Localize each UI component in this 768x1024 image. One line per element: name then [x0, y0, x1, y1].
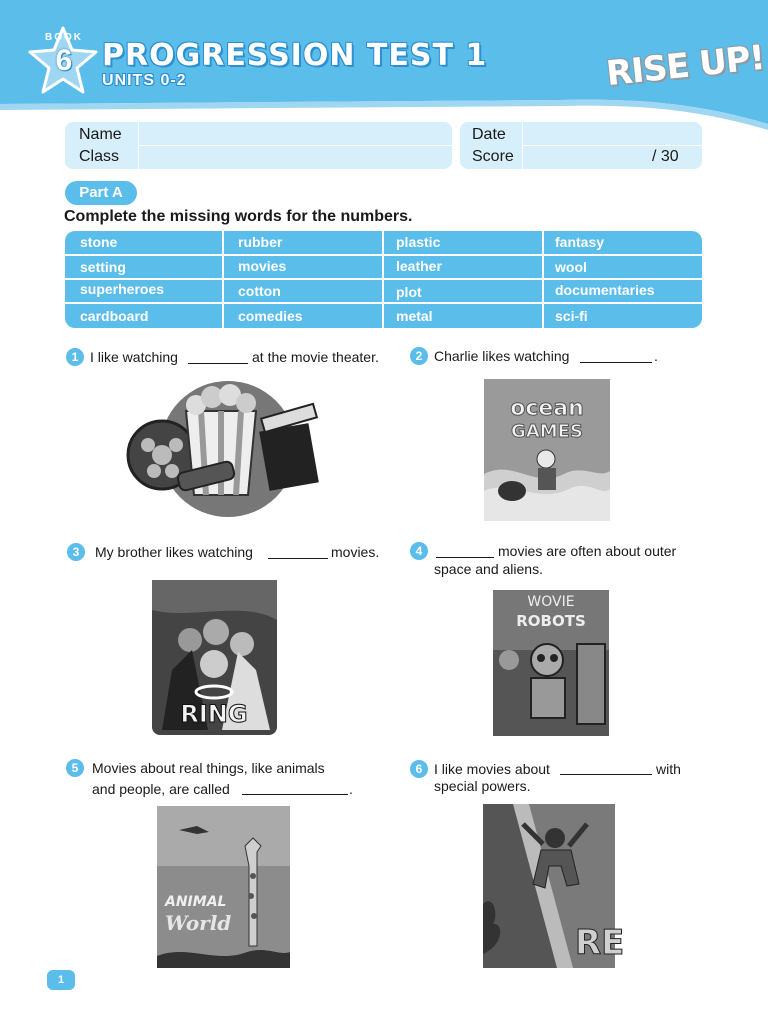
book-number: 6 [55, 44, 73, 77]
book-label: BOOK [45, 32, 83, 43]
date-label: Date [472, 126, 506, 143]
word-bank-cell: cardboard [80, 308, 149, 324]
poster-title: World [165, 911, 232, 935]
test-title: PROGRESSION TEST 1 [102, 38, 488, 73]
question-text: movies. [331, 544, 380, 560]
word-bank-cell: setting [80, 259, 126, 275]
question-text: special powers. [434, 778, 531, 794]
question-text: and people, are called [92, 781, 230, 797]
poster-title: RING [180, 700, 248, 728]
question-number: 2 [410, 347, 428, 365]
class-label: Class [79, 148, 120, 165]
question-text: Movies about real things, like animals [92, 760, 325, 776]
test-units: UNITS 0-2 [102, 72, 187, 89]
question-text: Charlie likes watching [434, 348, 570, 364]
answer-blank-1[interactable] [188, 363, 248, 364]
poster-title: GAMES [511, 421, 583, 442]
poster-title: ROBOTS [516, 612, 586, 630]
question-text: movies are often about outer [498, 543, 677, 559]
score-info-box [460, 122, 702, 169]
question-number: 5 [66, 759, 84, 777]
word-bank-cell: wool [555, 259, 587, 275]
instruction-text: Complete the missing words for the numbers. [64, 208, 413, 225]
word-bank-cell: sci-fi [555, 308, 588, 324]
question-text: My brother likes watching [95, 544, 253, 560]
answer-blank-4[interactable] [436, 557, 494, 558]
ring-fantasy-poster [152, 580, 277, 735]
poster-title: ocean [510, 396, 584, 421]
poster-title: ANIMAL [165, 894, 227, 910]
question-text: at the movie theater. [252, 349, 379, 365]
word-bank-cell: documentaries [555, 282, 655, 298]
word-bank-cell: plot [396, 284, 422, 300]
word-bank-cell: metal [396, 308, 433, 324]
rise-up-logo: RISE UP! [604, 37, 767, 95]
word-bank-cell: movies [238, 258, 287, 274]
question-number: 1 [66, 348, 84, 366]
page-number: 1 [47, 970, 75, 990]
word-bank-cell: plastic [396, 234, 441, 250]
question-text: I like movies about [434, 761, 550, 777]
word-bank-cell: fantasy [555, 234, 605, 250]
name-field[interactable] [139, 122, 452, 145]
ocean-games-poster [484, 379, 610, 521]
word-bank-cell: stone [80, 234, 118, 250]
word-bank-table [65, 231, 702, 328]
animal-world-poster [157, 806, 290, 968]
word-bank-cell: superheroes [80, 281, 165, 297]
question-text: space and aliens. [434, 561, 543, 577]
question-text: . [349, 781, 353, 797]
word-bank-cell: rubber [238, 234, 283, 250]
class-field[interactable] [139, 146, 452, 169]
popcorn-film-reel-illustration [126, 375, 316, 521]
question-text: . [654, 348, 658, 364]
name-label: Name [79, 126, 122, 143]
word-bank-cell: leather [396, 258, 442, 274]
poster-title: RE [575, 923, 625, 963]
answer-blank-6[interactable] [560, 774, 652, 775]
question-number: 3 [67, 543, 85, 561]
superhero-poster [483, 804, 625, 968]
answer-blank-3[interactable] [268, 558, 328, 559]
part-a-label: Part A [65, 181, 137, 205]
student-info-box [65, 122, 452, 169]
question-number: 4 [410, 542, 428, 560]
wovie-robots-poster [493, 590, 609, 736]
question-text: I like watching [90, 349, 178, 365]
date-field[interactable] [523, 122, 702, 145]
question-text: with [656, 761, 681, 777]
word-bank-cell: cotton [238, 283, 281, 299]
word-bank-cell: comedies [238, 308, 303, 324]
answer-blank-2[interactable] [580, 362, 652, 363]
score-total: / 30 [652, 148, 679, 165]
poster-title: WOVIE [527, 594, 575, 610]
score-label: Score [472, 148, 514, 165]
question-number: 6 [410, 760, 428, 778]
answer-blank-5[interactable] [242, 794, 348, 795]
